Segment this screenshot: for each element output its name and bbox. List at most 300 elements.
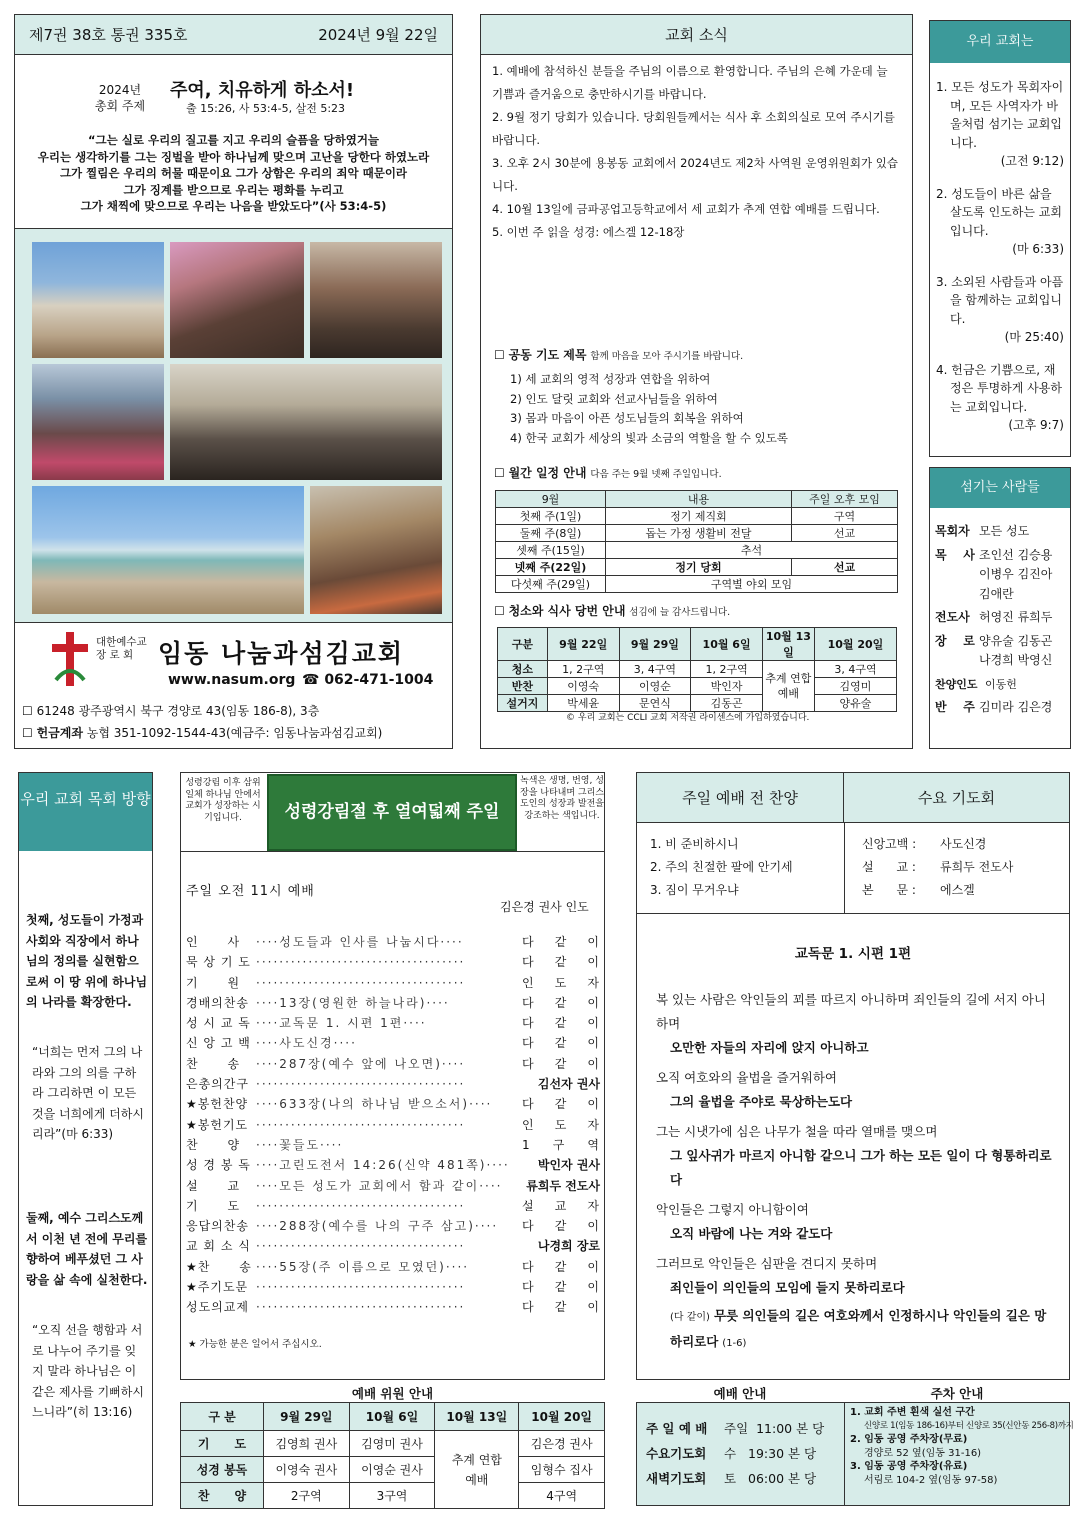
psalm-last-text: 무릇 의인들의 길은 여호와께서 인정하시나 악인들의 길은 망하리로다 xyxy=(670,1308,1047,1349)
cell: 이영순 권사 xyxy=(349,1457,435,1483)
col-header: 내용 xyxy=(606,491,792,508)
servant-row xyxy=(935,675,1065,695)
songs-divider xyxy=(844,823,845,914)
checkbox-icon: ☐ xyxy=(22,726,37,740)
cell: 4구역 xyxy=(519,1483,605,1509)
order-content: 성도들과 인사를 나눕시다 xyxy=(279,935,441,949)
psalm-leader-line: 그러므로 악인들은 심판을 견디지 못하며 xyxy=(656,1256,878,1271)
theme-verse xyxy=(15,132,452,215)
order-row xyxy=(186,1257,600,1277)
order-item xyxy=(256,1094,522,1114)
order-person: 박인자 권사 xyxy=(537,1158,600,1173)
cell: 이영순 xyxy=(619,678,691,695)
order-person: 다 같 이 xyxy=(522,1219,600,1234)
direction-title xyxy=(19,773,152,851)
order-row xyxy=(186,1216,600,1236)
services-list xyxy=(646,1416,824,1491)
leader-dots: ···· xyxy=(256,1016,280,1031)
direction-quote-1: “너희는 먼저 그의 나라와 그의 의를 구하라 그리하면 이 모든 것을 너희에게 더하시리라”(마 6:33) xyxy=(32,1045,144,1141)
denom-line: 대한예수교 xyxy=(96,636,147,648)
services-title: 예배 안내 xyxy=(713,1386,767,1401)
prayer-item: 4) 한국 교회가 세상의 빛과 소금의 역할을 할 수 있도록 xyxy=(510,430,788,445)
servant-names: 이동헌 xyxy=(985,677,1017,691)
cell: 박세윤 xyxy=(547,695,619,712)
leader-dots: ···· xyxy=(486,1158,510,1173)
church-account xyxy=(22,724,382,741)
songs-list xyxy=(650,833,793,902)
prayer-heading xyxy=(494,346,743,363)
leader-dots: ···· xyxy=(445,1259,470,1274)
order-item xyxy=(256,1074,518,1094)
wed-label: 신앙고백 : xyxy=(862,837,917,851)
services-divider xyxy=(844,1402,845,1506)
order-label: 기 원 xyxy=(186,975,241,990)
issue-volume: 제7권 38호 통권 335호 xyxy=(29,26,188,44)
cleaning-table xyxy=(497,627,897,712)
servant-names: 허영진 류희두 xyxy=(979,610,1053,624)
order-row xyxy=(186,993,600,1013)
servant-role: 반 주 xyxy=(935,700,975,714)
cleaning-title: 청소와 식사 당번 안내 xyxy=(508,604,626,618)
cell: 이영숙 xyxy=(547,678,619,695)
service-name: 주 일 예 배 xyxy=(646,1421,708,1436)
order-row xyxy=(186,1094,600,1114)
cell: 구역별 야외 모임 xyxy=(606,576,898,593)
order-content: 633장(나의 하나님 받으소서) xyxy=(279,1097,470,1112)
parking-detail: 서림로 104-2 옆(임동 97-58) xyxy=(864,1474,998,1486)
cell: 임형수 집사 xyxy=(519,1457,605,1483)
parking-item: 1. 교회 주변 흰색 실선 구간 xyxy=(850,1407,975,1418)
verse-line: 우리는 생각하기를 그는 징벌을 받아 하나님께 맞으며 고난을 당한다 하였노라 xyxy=(37,149,430,164)
order-label: 성 경 봉 독 xyxy=(186,1158,251,1173)
wed-label: 설 교 : xyxy=(862,860,916,874)
worship-title: 주일 오전 11시 예배 xyxy=(186,884,315,899)
leader-dots: ···· xyxy=(440,935,464,949)
cell: 정기 제직회 xyxy=(606,508,792,525)
prayer-title: 공동 기도 제목 xyxy=(508,348,587,362)
church-address xyxy=(22,702,319,719)
order-item xyxy=(256,1277,522,1297)
church-logo xyxy=(50,632,90,686)
cell: 김동곤 xyxy=(691,695,763,712)
cell: 1, 2구역 xyxy=(547,661,619,678)
order-person: 나경희 장로 xyxy=(537,1239,600,1254)
songs-hline xyxy=(637,913,1069,914)
account-text: 농협 351-1092-1544-43(예금주: 임동나눔과섬김교회) xyxy=(86,726,383,740)
theme-title: 주여, 치유하게 하소서! xyxy=(170,80,355,101)
order-person: 다 같 이 xyxy=(522,1056,600,1071)
cell: 추석 xyxy=(606,542,898,559)
photo-children-gathering xyxy=(32,364,164,480)
cell: 1, 2구역 xyxy=(691,661,763,678)
item-ref: (마 6:33) xyxy=(1012,242,1064,256)
psalm-leader-line: 오직 여호와의 율법을 즐거워하여 xyxy=(656,1070,837,1085)
service-row xyxy=(646,1441,824,1466)
order-row xyxy=(186,1236,600,1256)
service-name: 새벽기도회 xyxy=(646,1471,707,1486)
servant-role: 장 로 xyxy=(935,633,975,648)
news-item: 2. 9월 정기 당회가 있습니다. 당회원들께서는 식사 후 소회의실로 모여 주시기를 바랍니다. xyxy=(492,110,895,147)
ccli-text: 우리 교회는 CCLI 교회 저작권 라이센스에 가입하였습니다. xyxy=(577,713,810,723)
order-person: 김선자 권사 xyxy=(537,1077,600,1092)
season-title: 성령강림절 후 열여덟째 주일 xyxy=(267,774,517,851)
order-label: 기 도 xyxy=(186,1198,241,1213)
verse-line: 그가 찔림은 우리의 허물 때문이요 그가 상함은 우리의 죄악 때문이라 xyxy=(59,166,408,180)
leader-dots: ···· xyxy=(426,995,450,1010)
leader-dots: ···· xyxy=(256,1137,280,1152)
order-item xyxy=(256,1054,522,1074)
servant-role: 전도사 xyxy=(935,610,970,624)
cell: 김영미 권사 xyxy=(349,1431,435,1457)
psalm-last-prefix: (다 같이) xyxy=(670,1312,710,1323)
parking-list xyxy=(850,1406,1074,1487)
cell: 선교 xyxy=(792,559,898,576)
col-header: 10월 6일 xyxy=(349,1403,435,1431)
ccli-note xyxy=(566,710,809,723)
leader-dots: ···· xyxy=(256,1158,280,1173)
photo-cooking-event xyxy=(170,242,304,358)
servant-row xyxy=(935,522,1065,542)
checkbox-icon: ☐ xyxy=(494,466,509,480)
cell: 찬 양 xyxy=(181,1483,264,1509)
order-person: 인 도 자 xyxy=(522,975,600,990)
cell: 김영미 xyxy=(814,678,896,695)
wednesday-row xyxy=(862,833,1013,856)
order-content: 사도신경 xyxy=(279,1036,334,1051)
parking-detail: 신양로 1(임동 186-16)부터 신양로 35(신안동 256-8)까지 xyxy=(864,1420,1074,1431)
psalm-leader-line: 복 있는 사람은 악인들의 꾀를 따르지 아니하며 죄인들의 길에 서지 아니하며 xyxy=(656,992,1046,1031)
order-person: 다 같 이 xyxy=(522,995,600,1010)
leader-dots: ···· xyxy=(469,1097,493,1112)
address-text: 61248 광주광역시 북구 경양로 43(임동 186-8), 3층 xyxy=(36,704,320,718)
service-row xyxy=(646,1466,824,1491)
wed-value: 에스겔 xyxy=(940,883,975,897)
psalm-leader-line: 그는 시냇가에 심은 나무가 철을 따라 열매를 맺으며 xyxy=(656,1124,938,1139)
psalm-title: 교독문 1. 시편 1편 xyxy=(794,946,912,962)
order-label: 신 앙 고 백 xyxy=(186,1036,251,1051)
our-church-item xyxy=(936,185,1064,241)
psalm-response: 오만한 자들의 자리에 앉지 아니하고 xyxy=(670,1040,869,1055)
wed-value: 류희두 전도사 xyxy=(940,860,1014,874)
order-item xyxy=(256,1236,518,1256)
col-header: 10월 13일 xyxy=(762,628,814,661)
issue-header xyxy=(15,15,452,55)
order-item xyxy=(256,1196,522,1216)
order-row xyxy=(186,1115,600,1135)
leader-dots: ···· xyxy=(256,1056,280,1071)
order-person: 류희두 전도사 xyxy=(526,1178,600,1193)
cell: 돕는 가정 생활비 전달 xyxy=(606,525,792,542)
our-church-item xyxy=(936,361,1064,417)
wed-value: 사도신경 xyxy=(940,837,987,851)
monthly-note: 다음 주는 9월 넷째 주일입니다. xyxy=(590,469,722,480)
item-text: 3. 소외된 사람들과 아픔을 함께하는 교회입니다. xyxy=(936,274,1064,326)
wednesday-row xyxy=(862,856,1013,879)
order-item xyxy=(256,1115,522,1135)
order-label: 경배의찬송 xyxy=(186,995,249,1010)
order-label: ★찬 송 xyxy=(186,1259,252,1274)
order-person: 다 같 이 xyxy=(522,1280,600,1295)
order-item xyxy=(256,1155,518,1175)
order-person: 다 같 이 xyxy=(522,935,600,949)
col-header: 10월 6일 xyxy=(691,628,763,661)
prayer-list xyxy=(510,370,788,448)
checkbox-icon: ☐ xyxy=(22,704,37,718)
leader-dots: ···································· xyxy=(256,1198,466,1213)
order-person: 인 도 자 xyxy=(522,1117,600,1132)
order-label: 은총의간구 xyxy=(186,1077,249,1092)
cell: 이영숙 권사 xyxy=(264,1457,350,1483)
cell: 둘째 주(8일) xyxy=(496,525,606,542)
merged-cell: 추계 연합 예배 xyxy=(762,661,814,712)
news-title: 교회 소식 xyxy=(481,15,912,55)
order-row xyxy=(186,1033,600,1053)
order-row xyxy=(186,932,600,952)
psalm-last-ref: (1-6) xyxy=(722,1338,747,1349)
wed-label: 본 문 : xyxy=(862,883,916,897)
leader-dots: ···································· xyxy=(256,1077,466,1092)
account-label: 헌금계좌 xyxy=(36,726,83,740)
order-label: ★봉헌기도 xyxy=(186,1117,249,1132)
col-header: 9월 29일 xyxy=(619,628,691,661)
order-row xyxy=(186,973,600,993)
prayer-item: 1) 세 교회의 영적 성장과 연합을 위하여 xyxy=(510,372,711,386)
order-label: 찬 송 xyxy=(186,1056,241,1071)
prayer-item: 2) 인도 달릿 교회와 선교사님들을 위하여 xyxy=(510,391,718,406)
copyright-icon: © xyxy=(566,713,578,723)
photo-group-cake xyxy=(310,242,442,358)
cell: 첫째 주(1일) xyxy=(496,508,606,525)
service-time: 수 19:30 본 당 xyxy=(724,1446,817,1461)
order-item xyxy=(256,973,522,993)
worship-note: ★ 가능한 분은 일어서 주십시오. xyxy=(188,1339,322,1350)
prayer-item: 3) 몸과 마음이 아픈 성도님들의 회복을 위하여 xyxy=(510,411,744,425)
col-header: 구분 xyxy=(498,628,548,661)
servant-row xyxy=(935,546,1065,605)
order-label: 응답의찬송 xyxy=(186,1219,249,1234)
committee-title: 예배 위원 안내 xyxy=(351,1386,434,1401)
servant-role: 찬양인도 xyxy=(935,677,978,691)
cell: 3, 4구역 xyxy=(814,661,896,678)
servant-row xyxy=(935,632,1065,671)
order-content: 13장(영원한 하늘나라) xyxy=(279,995,427,1010)
leader-dots: ···· xyxy=(479,1178,503,1193)
season-right-note: 녹색은 생명, 번영, 성장을 나타내며 그리스도인의 성장과 발전을 강조하는 색입니다. xyxy=(520,776,604,821)
order-row xyxy=(186,1013,600,1033)
order-row xyxy=(186,1277,600,1297)
cell: 2구역 xyxy=(264,1483,350,1509)
cell: 기 도 xyxy=(181,1431,264,1457)
church-denomination xyxy=(96,636,147,662)
checkbox-icon: ☐ xyxy=(494,348,509,362)
direction-first: 첫째, 성도들이 가정과 사회와 직장에서 하나님의 정의를 실현함으로써 이 땅 위에 하나님의 나라를 확장한다. xyxy=(26,913,148,1009)
order-item xyxy=(256,1176,518,1196)
servant-names: 조인선 김승용 이병우 김진아 김애란 xyxy=(979,547,1053,601)
leader-dots: ···································· xyxy=(256,1117,466,1132)
order-label: 성 시 교 독 xyxy=(186,1016,251,1031)
order-of-service xyxy=(186,932,600,1318)
leader-dots: ···· xyxy=(256,1178,280,1193)
cell: 양유술 xyxy=(814,695,896,712)
order-content: 287장(예수 앞에 나오면) xyxy=(279,1056,442,1071)
psalm-response: 그 잎사귀가 마르지 아니함 같으니 그가 하는 모든 일이 다 형통하리로다 xyxy=(670,1148,1052,1187)
news-item: 5. 이번 주 읽을 성경: 에스겔 12-18장 xyxy=(492,225,685,239)
denom-line: 장 로 회 xyxy=(96,649,134,661)
our-church-list xyxy=(936,78,1064,435)
theme-refs: 출 15:26, 사 53:4-5, 살전 5:23 xyxy=(186,102,346,115)
servant-names: 김미라 김은경 xyxy=(979,700,1053,714)
photo-rice-distribution xyxy=(310,486,442,614)
order-person: 설 교 자 xyxy=(522,1198,600,1213)
song-item: 2. 주의 친절한 팔에 안기세 xyxy=(650,860,793,874)
season-divider xyxy=(181,851,604,852)
leader-dots: ···· xyxy=(256,1036,280,1051)
order-item xyxy=(256,993,522,1013)
verse-line: 그가 채찍에 맞으므로 우리는 나음을 받았도다”(사 53:4-5) xyxy=(80,199,387,213)
psalm-last xyxy=(670,1304,1055,1356)
news-item: 4. 10월 13일에 금파공업고등학교에서 세 교회가 추계 연합 예배를 드립니다. xyxy=(492,202,880,216)
order-row xyxy=(186,1176,600,1196)
leader-dots: ···· xyxy=(403,1016,427,1031)
order-person: 다 같 이 xyxy=(522,1016,600,1031)
photo-new-building xyxy=(32,486,304,614)
leader-dots: ···································· xyxy=(256,1300,466,1315)
item-text: 2. 성도들이 바른 삶을 살도록 인도하는 교회입니다. xyxy=(936,186,1062,238)
col-header: 9월 22일 xyxy=(547,628,619,661)
order-label: 교 회 소 식 xyxy=(186,1239,251,1254)
item-ref: (고전 9:12) xyxy=(1000,154,1064,168)
service-time: 토 06:00 본 당 xyxy=(724,1471,817,1486)
our-church-title: 우리 교회는 xyxy=(930,21,1070,63)
order-label: 설 교 xyxy=(186,1178,241,1193)
order-label: 묵 상 기 도 xyxy=(186,955,251,970)
order-content: 꽃들도 xyxy=(279,1137,321,1152)
order-label: ★주기도문 xyxy=(186,1280,249,1295)
order-item xyxy=(256,1216,522,1236)
col-header: 10월 13일 xyxy=(435,1403,519,1431)
service-row xyxy=(646,1416,824,1441)
col-header: 구 분 xyxy=(181,1403,264,1431)
church-website[interactable]: www.nasum.org xyxy=(168,672,296,688)
parking-detail: 경양로 52 옆(임동 31-16) xyxy=(864,1447,982,1459)
servant-role: 목 사 xyxy=(935,547,975,562)
theme-word: 총회 주제 xyxy=(94,99,146,113)
parking-item: 3. 임동 공영 주차장(유료) xyxy=(850,1461,968,1472)
season-left-note: 성령강림 이후 삼위일체 하나님 안에서 교회가 성장하는 시기입니다. xyxy=(185,778,261,823)
song-item: 3. 짐이 무거우냐 xyxy=(650,883,739,897)
cell: 3, 4구역 xyxy=(619,661,691,678)
cell: 김영희 권사 xyxy=(264,1431,350,1457)
order-label: ★봉헌찬양 xyxy=(186,1097,249,1112)
merged-cell: 추계 연합 예배 xyxy=(435,1431,519,1509)
leader-dots: ···· xyxy=(333,1036,357,1051)
cell: 반찬 xyxy=(498,678,548,695)
leader-dots: ···· xyxy=(256,935,280,949)
order-row xyxy=(186,1297,600,1317)
verse-line: 그가 징계를 받으므로 우리는 평화를 누리고 xyxy=(123,182,344,197)
order-content: 55장(주 이름으로 모였던) xyxy=(279,1259,446,1274)
cell: 정기 당회 xyxy=(606,559,792,576)
order-row xyxy=(186,1135,600,1155)
item-ref: (고후 9:7) xyxy=(1008,418,1064,432)
worship-leader: 김은경 권사 인도 xyxy=(500,900,589,914)
leader-dots: ···· xyxy=(256,1259,280,1274)
order-row xyxy=(186,1155,600,1175)
cell: 넷째 주(22일) xyxy=(496,559,606,576)
wednesday-list xyxy=(862,833,1013,902)
order-label: 성도의교제 xyxy=(186,1300,249,1315)
verse-line: “그는 실로 우리의 질고를 지고 우리의 슬픔을 당하였거늘 xyxy=(87,133,380,147)
direction-second: 둘째, 예수 그리스도께서 이천 년 전에 무리를 향하여 베푸셨던 그 사랑을 삶 속에 실천한다. xyxy=(26,1211,148,1287)
church-phone: ☎ 062-471-1004 xyxy=(302,672,434,688)
direction-title-text: 우리 교회 목회 방향 xyxy=(20,790,151,808)
order-person: 다 같 이 xyxy=(522,1300,600,1315)
committee-table xyxy=(180,1402,605,1509)
order-content: 288장(예수를 나의 구주 삼고) xyxy=(279,1219,475,1234)
order-item xyxy=(256,1297,522,1317)
theme-label xyxy=(80,82,160,114)
wednesday-row xyxy=(862,879,1013,902)
our-church-item xyxy=(936,78,1064,152)
cell: 선교 xyxy=(792,525,898,542)
col-header: 10월 20일 xyxy=(814,628,896,661)
monthly-heading xyxy=(494,464,722,481)
order-item xyxy=(256,1135,522,1155)
monthly-title: 월간 일정 안내 xyxy=(508,466,587,480)
order-item xyxy=(256,1013,522,1033)
photo-lecture-hall xyxy=(170,364,442,480)
order-row xyxy=(186,1074,600,1094)
cell: 설거지 xyxy=(498,695,548,712)
order-row xyxy=(186,1196,600,1216)
psalm-leader-line: 악인들은 그렇지 아니함이여 xyxy=(656,1202,809,1217)
order-label: 찬 양 xyxy=(186,1137,241,1152)
order-person: 다 같 이 xyxy=(522,1097,600,1112)
wednesday-title: 수요 기도회 xyxy=(844,773,1069,823)
order-content: 모든 성도가 교회에서 함과 같이 xyxy=(279,1178,480,1193)
leader-dots: ···································· xyxy=(256,1280,466,1295)
item-text: 1. 모든 성도가 목회자이며, 모든 사역자가 바울처럼 섬기는 교회입니다. xyxy=(936,80,1064,150)
our-church-item xyxy=(936,273,1064,329)
col-header: 9월 xyxy=(496,491,606,508)
cell: 김은경 권사 xyxy=(519,1431,605,1457)
col-header: 9월 29일 xyxy=(264,1403,350,1431)
prayer-note: 함께 마음을 모아 주시기를 바랍니다. xyxy=(590,351,744,362)
checkbox-icon: ☐ xyxy=(494,604,509,618)
servant-row xyxy=(935,698,1065,718)
order-item xyxy=(256,1033,522,1053)
leader-dots: ···· xyxy=(320,1137,344,1152)
order-person: 1 구 역 xyxy=(522,1137,600,1152)
service-time: 주일 11:00 본 당 xyxy=(724,1421,825,1436)
servant-names: 양유술 김동곤 나경희 박영신 xyxy=(979,633,1053,667)
servant-row xyxy=(935,608,1065,628)
leader-dots: ···· xyxy=(256,995,280,1010)
cell: 청소 xyxy=(498,661,548,678)
psalm-reading xyxy=(656,988,1054,1306)
col-header: 주일 오후 모임 xyxy=(792,491,898,508)
cell: 구역 xyxy=(792,508,898,525)
col-header: 10월 20일 xyxy=(519,1403,605,1431)
order-content: 고린도전서 14:26(신약 481쪽) xyxy=(279,1158,487,1173)
cleaning-heading xyxy=(494,602,730,619)
theme-year: 2024년 xyxy=(98,83,142,97)
leader-dots: ···· xyxy=(256,1219,280,1234)
order-row xyxy=(186,1054,600,1074)
leader-dots: ···································· xyxy=(256,1239,466,1254)
order-person: 다 같 이 xyxy=(522,955,600,970)
news-list xyxy=(492,60,902,244)
